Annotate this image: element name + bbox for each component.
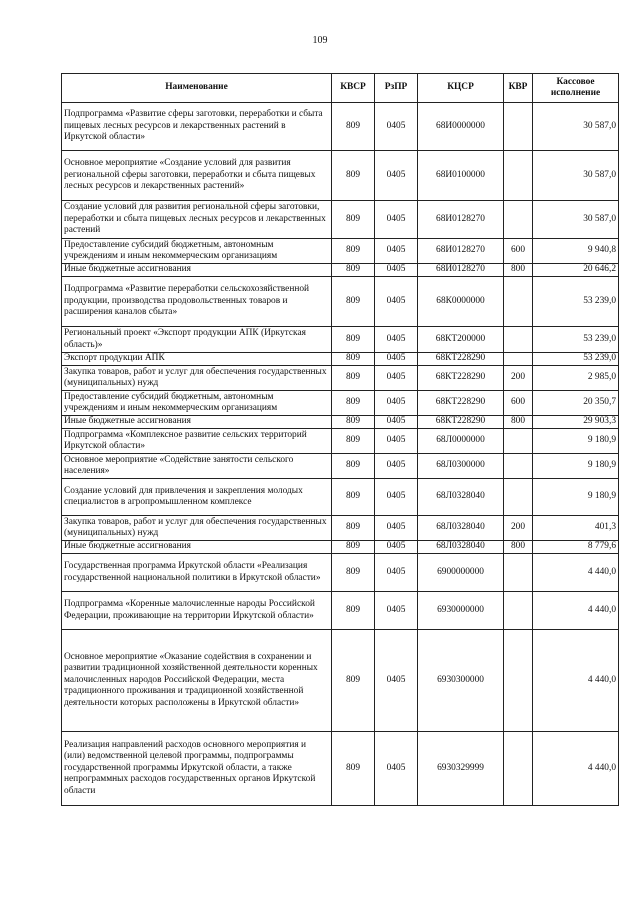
cell-kcsr: 68КТ228290	[418, 391, 504, 416]
table-row	[62, 732, 619, 806]
cell-sum: 30 587,0	[533, 151, 619, 201]
cell-sum: 4 440,0	[533, 554, 619, 592]
cell-kvsr: 809	[332, 277, 375, 327]
cell-kcsr: 68Л0328040	[418, 516, 504, 541]
cell-kcsr: 68Л0300000	[418, 454, 504, 479]
cell-kvsr: 809	[332, 554, 375, 592]
cell-kvr	[504, 554, 533, 592]
cell-rzpr: 0405	[375, 541, 418, 554]
cell-name: Иные бюджетные ассигнования	[62, 264, 332, 277]
cell-sum: 20 646,2	[533, 264, 619, 277]
cell-name: Подпрограмма «Развитие сферы заготовки, переработки и сбыта пищевых лесных ресурсов и лекарственных растений в Иркутской области»	[62, 103, 332, 151]
cell-rzpr: 0405	[375, 429, 418, 454]
cell-sum: 2 985,0	[533, 366, 619, 391]
cell-name: Предоставление субсидий бюджетным, автономным учреждениям и иным некоммерческим организациям	[62, 239, 332, 264]
cell-rzpr: 0405	[375, 592, 418, 630]
cell-kcsr: 68Л0328040	[418, 541, 504, 554]
cell-kvr: 600	[504, 391, 533, 416]
cell-kvr	[504, 277, 533, 327]
cell-name: Основное мероприятие «Создание условий для развития региональной сферы заготовки, переработки и сбыта пищевых лесных ресурсов и лекарственных растений»	[62, 151, 332, 201]
cell-kvsr: 809	[332, 151, 375, 201]
cell-kvr	[504, 592, 533, 630]
cell-name: Закупка товаров, работ и услуг для обеспечения государственных (муниципальных) нужд	[62, 516, 332, 541]
cell-name: Основное мероприятие «Содействие занятости сельского населения»	[62, 454, 332, 479]
cell-name: Реализация направлений расходов основного мероприятия и (или) ведомственной целевой программы, подпрограммы государственной программы Иркутской области, а также непрограммных расходов государственных органов Иркутской области	[62, 732, 332, 806]
cell-rzpr: 0405	[375, 630, 418, 732]
table-row	[62, 454, 619, 479]
budget-table	[61, 73, 619, 806]
cell-sum: 30 587,0	[533, 201, 619, 239]
cell-name: Региональный проект «Экспорт продукции АПК (Иркутская область)»	[62, 327, 332, 353]
cell-kvsr: 809	[332, 429, 375, 454]
header-kvsr: КВСР	[332, 74, 375, 103]
cell-name: Государственная программа Иркутской области «Реализация государственной национальной политики в Иркутской области»	[62, 554, 332, 592]
header-row	[62, 74, 619, 103]
table-row	[62, 327, 619, 353]
cell-kvr	[504, 151, 533, 201]
cell-kvr: 200	[504, 516, 533, 541]
cell-sum: 401,3	[533, 516, 619, 541]
page-number: 109	[312, 35, 328, 46]
cell-sum: 20 350,7	[533, 391, 619, 416]
table-row	[62, 554, 619, 592]
cell-rzpr: 0405	[375, 554, 418, 592]
cell-kcsr: 68И0128270	[418, 201, 504, 239]
cell-sum: 4 440,0	[533, 630, 619, 732]
cell-kvr	[504, 103, 533, 151]
cell-name: Предоставление субсидий бюджетным, автономным учреждениям и иным некоммерческим организациям	[62, 391, 332, 416]
cell-name: Создание условий для привлечения и закрепления молодых специалистов в агропромышленном комплексе	[62, 479, 332, 516]
table-row	[62, 366, 619, 391]
table-row	[62, 630, 619, 732]
cell-kvsr: 809	[332, 630, 375, 732]
table-row	[62, 239, 619, 264]
cell-name: Иные бюджетные ассигнования	[62, 541, 332, 554]
cell-rzpr: 0405	[375, 103, 418, 151]
header-name: Наименование	[62, 74, 332, 103]
cell-rzpr: 0405	[375, 239, 418, 264]
cell-rzpr: 0405	[375, 353, 418, 366]
table-row	[62, 103, 619, 151]
cell-kcsr: 68И0128270	[418, 239, 504, 264]
cell-kcsr: 68И0100000	[418, 151, 504, 201]
cell-sum: 9 180,9	[533, 429, 619, 454]
cell-sum: 53 239,0	[533, 277, 619, 327]
cell-kvsr: 809	[332, 366, 375, 391]
cell-kvr: 800	[504, 416, 533, 429]
cell-kvsr: 809	[332, 541, 375, 554]
cell-rzpr: 0405	[375, 516, 418, 541]
cell-kvr	[504, 454, 533, 479]
cell-name: Иные бюджетные ассигнования	[62, 416, 332, 429]
cell-kvr	[504, 353, 533, 366]
cell-kcsr: 68К0000000	[418, 277, 504, 327]
table-row	[62, 264, 619, 277]
cell-kcsr: 68И0000000	[418, 103, 504, 151]
table-row	[62, 541, 619, 554]
cell-name: Подпрограмма «Коренные малочисленные народы Российской Федерации, проживающие на территории Иркутской области»	[62, 592, 332, 630]
cell-kvsr: 809	[332, 239, 375, 264]
header-rzpr: РзПР	[375, 74, 418, 103]
table-body	[62, 103, 619, 806]
cell-kcsr: 68И0128270	[418, 264, 504, 277]
cell-rzpr: 0405	[375, 732, 418, 806]
cell-rzpr: 0405	[375, 391, 418, 416]
cell-kcsr: 68КТ200000	[418, 327, 504, 353]
cell-kvsr: 809	[332, 592, 375, 630]
cell-kvsr: 809	[332, 264, 375, 277]
table-row	[62, 516, 619, 541]
cell-kcsr: 68Л0328040	[418, 479, 504, 516]
cell-sum: 9 180,9	[533, 479, 619, 516]
cell-name: Закупка товаров, работ и услуг для обеспечения государственных (муниципальных) нужд	[62, 366, 332, 391]
cell-kvr: 800	[504, 541, 533, 554]
header-sum: Кассовое исполнение	[533, 74, 619, 103]
cell-rzpr: 0405	[375, 479, 418, 516]
cell-kcsr: 6930329999	[418, 732, 504, 806]
cell-name: Подпрограмма «Комплексное развитие сельских территорий Иркутской области»	[62, 429, 332, 454]
cell-rzpr: 0405	[375, 366, 418, 391]
cell-rzpr: 0405	[375, 264, 418, 277]
cell-name: Подпрограмма «Развитие переработки сельскохозяйственной продукции, производства продовольственных товаров и расширения каналов сбыта»	[62, 277, 332, 327]
header-kvr: КВР	[504, 74, 533, 103]
cell-rzpr: 0405	[375, 416, 418, 429]
cell-kvsr: 809	[332, 732, 375, 806]
cell-kvr	[504, 732, 533, 806]
cell-kvsr: 809	[332, 103, 375, 151]
cell-kcsr: 6930300000	[418, 630, 504, 732]
cell-kvsr: 809	[332, 416, 375, 429]
table-row	[62, 429, 619, 454]
table-header	[62, 74, 619, 103]
cell-kvr	[504, 327, 533, 353]
cell-name: Создание условий для развития региональной сферы заготовки, переработки и сбыта пищевых лесных ресурсов и лекарственных растений	[62, 201, 332, 239]
table-row	[62, 416, 619, 429]
table-row	[62, 151, 619, 201]
table-row	[62, 353, 619, 366]
cell-kvsr: 809	[332, 353, 375, 366]
cell-name: Основное мероприятие «Оказание содействия в сохранении и развитии традиционной хозяйственной деятельности коренных малочисленных народов Российской Федерации, места традиционного проживания и традиционной хозяйственной деятельности которых расположены в Иркутской области»	[62, 630, 332, 732]
cell-kvsr: 809	[332, 201, 375, 239]
cell-rzpr: 0405	[375, 151, 418, 201]
cell-kvr: 800	[504, 264, 533, 277]
cell-kvr	[504, 630, 533, 732]
cell-sum: 9 180,9	[533, 454, 619, 479]
cell-sum: 29 903,3	[533, 416, 619, 429]
cell-kvr	[504, 479, 533, 516]
cell-sum: 53 239,0	[533, 353, 619, 366]
table-row	[62, 592, 619, 630]
cell-kcsr: 6900000000	[418, 554, 504, 592]
cell-kvsr: 809	[332, 516, 375, 541]
table-row	[62, 479, 619, 516]
cell-sum: 9 940,8	[533, 239, 619, 264]
cell-kcsr: 68КТ228290	[418, 416, 504, 429]
cell-kvsr: 809	[332, 327, 375, 353]
cell-sum: 4 440,0	[533, 592, 619, 630]
cell-kcsr: 68КТ228290	[418, 366, 504, 391]
cell-kvsr: 809	[332, 391, 375, 416]
cell-rzpr: 0405	[375, 201, 418, 239]
cell-rzpr: 0405	[375, 454, 418, 479]
header-kcsr: КЦСР	[418, 74, 504, 103]
cell-kcsr: 6930000000	[418, 592, 504, 630]
cell-kvr	[504, 429, 533, 454]
cell-sum: 53 239,0	[533, 327, 619, 353]
cell-sum: 30 587,0	[533, 103, 619, 151]
cell-kvsr: 809	[332, 479, 375, 516]
cell-rzpr: 0405	[375, 277, 418, 327]
table-row	[62, 391, 619, 416]
cell-kcsr: 68КТ228290	[418, 353, 504, 366]
cell-rzpr: 0405	[375, 327, 418, 353]
cell-sum: 4 440,0	[533, 732, 619, 806]
cell-sum: 8 779,6	[533, 541, 619, 554]
cell-kcsr: 68Л0000000	[418, 429, 504, 454]
cell-kvr: 600	[504, 239, 533, 264]
cell-kvsr: 809	[332, 454, 375, 479]
table-row	[62, 277, 619, 327]
cell-name: Экспорт продукции АПК	[62, 353, 332, 366]
cell-kvr: 200	[504, 366, 533, 391]
cell-kvr	[504, 201, 533, 239]
table-row	[62, 201, 619, 239]
